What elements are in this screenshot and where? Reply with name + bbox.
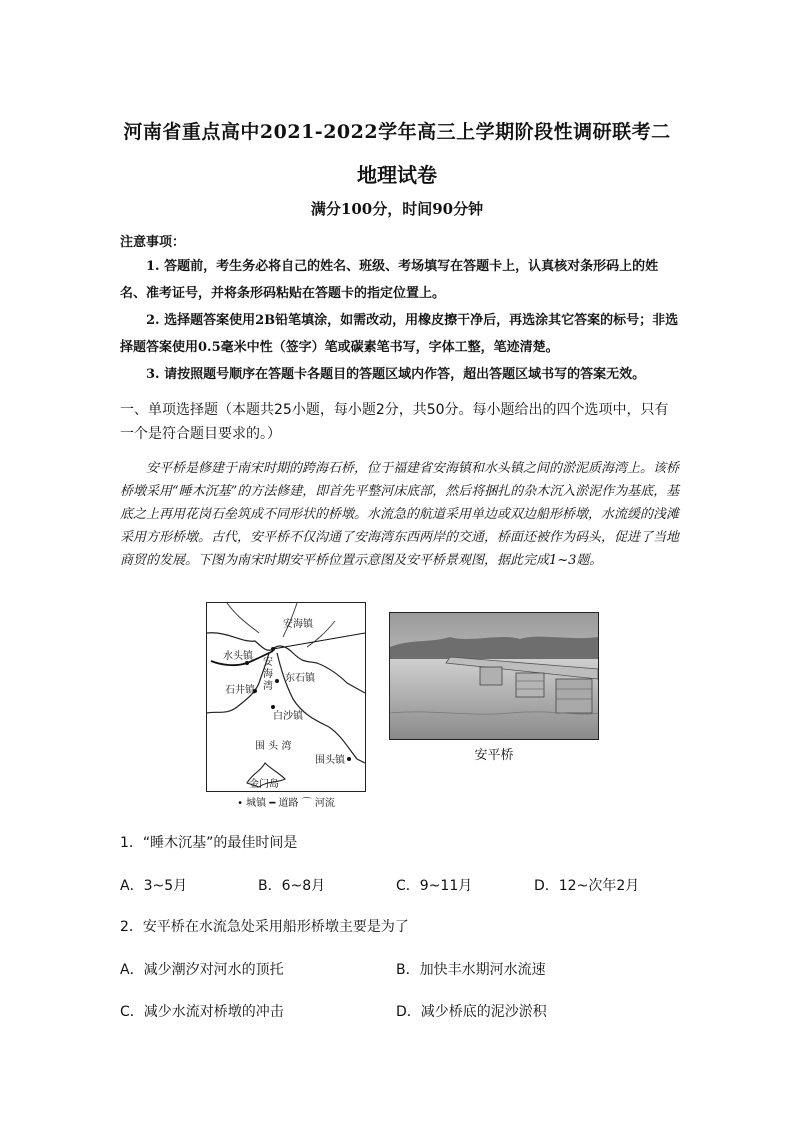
river-1 (227, 603, 259, 633)
label-weitou-town: 围头镇 (315, 755, 345, 766)
q2-option-c: C．减少水流对桥墩的冲击 (120, 1004, 284, 1020)
notice-item-3: 3. 请按照题号顺序在答题卡各题目的答题区域内作答，超出答题区域书写的答案无效。 (146, 367, 646, 382)
notice-item-1: 1. 答题前，考生务必将自己的姓名、班级、考场填写在答题卡上，认真核对条形码上的姓名、准考证号，并将条形码粘贴在答题卡的指定位置上。 (120, 259, 659, 301)
location-map (206, 602, 366, 792)
label-baisha: 白沙镇 (273, 711, 303, 722)
pier-3 (556, 679, 592, 713)
town-dot-anhai (271, 647, 275, 651)
label-shuitou: 水头镇 (223, 651, 253, 662)
exam-subject: 地理试卷 (357, 163, 437, 187)
pier-2 (516, 673, 544, 697)
question-2-stem: 2．安平桥在水流急处采用船形桥墩主要是为了 (120, 919, 409, 935)
map-drawing (207, 603, 365, 791)
q1-option-d: D．12~次年2月 (534, 878, 640, 894)
town-dot-baisha (271, 705, 275, 709)
bridge-pointer (273, 633, 365, 649)
bridge-photo-drawing (390, 613, 598, 739)
label-bay-1: 安 (263, 657, 273, 668)
notice-heading: 注意事项： (120, 235, 186, 250)
q1-option-b: B．6~8月 (258, 878, 326, 894)
q2-option-d: D．减少桥底的泥沙淤积 (396, 1004, 547, 1020)
town-dot-weitou (347, 757, 351, 761)
pier-1 (480, 667, 502, 685)
label-bay-2: 海 (263, 669, 273, 680)
photo-caption: 安平桥 (474, 748, 514, 763)
q1-option-c: C．9~11月 (396, 878, 473, 894)
map-legend: • 城镇 ━ 道路 ⌒ 河流 (237, 798, 335, 809)
q2-option-b: B．加快丰水期河水流速 (396, 962, 546, 978)
reading-passage: 安平桥是修建于南宋时期的跨海石桥，位于福建省安海镇和水头镇之间的淤泥质海湾上。该桥桥墩采用“睡木沉基”的方法修建，即首先平整河床底部，然后将捆扎的杂木沉入淤泥作为基底，基底之上再用花岗石垒筑成不同形状的桥墩。水流急的航道采用单边或双边船形桥墩，水流缓的浅滩采用方形桥墩。古代，安平桥不仅沟通了安海湾东西两岸的交通，桥面还被作为码头，促进了当地商贸的发展。下图为南宋时期安平桥位置示意图及安平桥景观图，据此完成1~3题。 (120, 461, 680, 568)
label-weitou-bay: 围 头 湾 (255, 741, 292, 752)
town-dot-dongshi (275, 679, 279, 683)
bridge-photo (389, 612, 599, 740)
label-anhai-town: 安海镇 (283, 619, 313, 630)
label-jinmen: 金门岛 (249, 779, 279, 790)
question-1-stem: 1．“睡木沉基”的最佳时间是 (120, 835, 298, 851)
exam-title: 河南省重点高中2021-2022学年高三上学期阶段性调研联考二 (123, 121, 671, 143)
q1-option-a: A．3~5月 (120, 878, 188, 894)
exam-meta: 满分100分，时间90分钟 (310, 200, 484, 218)
label-bay-3: 湾 (263, 681, 273, 692)
q2-option-a: A．减少潮汐对河水的顶托 (120, 962, 284, 978)
label-dongshi: 东石镇 (285, 673, 315, 684)
section-heading: 一、单项选择题（本题共25小题，每小题2分，共50分。每小题给出的四个选项中，只有一个是符合题目要求的。） (120, 402, 669, 442)
notice-item-2: 2. 选择题答案使用2B铅笔填涂，如需改动，用橡皮擦干净后，再选涂其它答案的标号；非选择题答案使用0.5毫米中性（签字）笔或碳素笔书写，字体工整，笔迹清楚。 (120, 313, 679, 355)
label-shijing: 石井镇 (225, 685, 255, 696)
